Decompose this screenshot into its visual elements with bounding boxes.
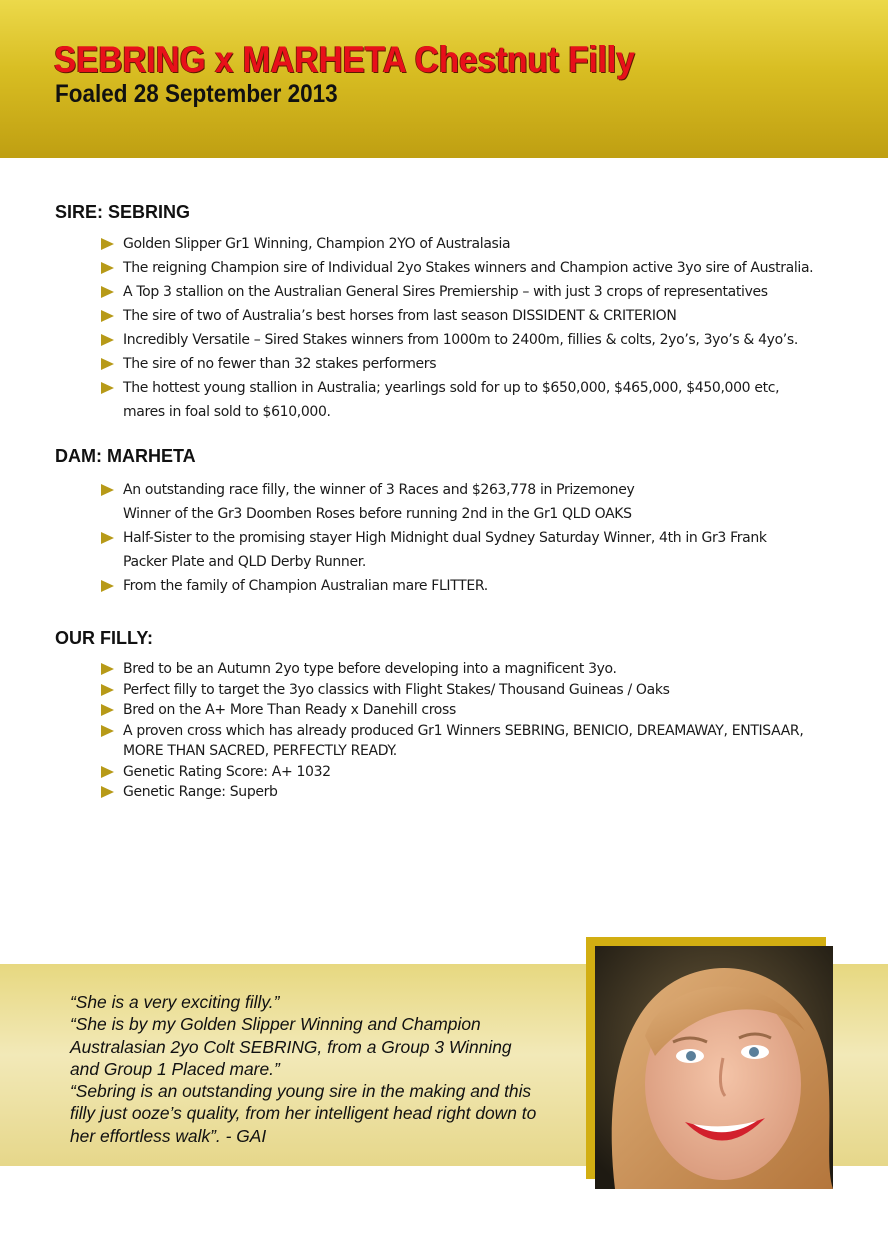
- filly-list: [55, 659, 855, 803]
- sire-list: [55, 232, 855, 424]
- filly-heading: OUR FILLY:: [55, 628, 153, 648]
- dam-list: [55, 478, 855, 598]
- arrow-bullet-icon: [101, 766, 114, 778]
- page-title: SEBRING x MARHETA Chestnut Filly: [54, 39, 635, 80]
- trainer-quote: “She is a very exciting filly.” “She is by my Golden Slipper Winning and Champion Australasian 2yo Colt SEBRING, from a Group 3 Winning and Group 1 Placed mare.” “Sebring is an outstanding young sire in the making and this filly just ooze’s quality, from her intelligent head right down to her effortless walk”. - GAI: [70, 992, 537, 1146]
- arrow-bullet-icon: [101, 725, 114, 737]
- sire-section: [55, 201, 855, 424]
- list-item: A proven cross which has already produced Gr1 Winners SEBRING, BENICIO, DREAMAWAY, ENTISAAR, MORE THAN SACRED, PERFECTLY READY.: [55, 721, 855, 762]
- arrow-bullet-icon: [101, 484, 114, 496]
- list-item: Perfect filly to target the 3yo classics with Flight Stakes/ Thousand Guineas / Oaks: [55, 680, 855, 701]
- sire-heading: SIRE: SEBRING: [55, 202, 191, 222]
- arrow-bullet-icon: [101, 262, 114, 274]
- list-item: Bred to be an Autumn 2yo type before developing into a magnificent 3yo.: [55, 659, 855, 680]
- list-item: The sire of no fewer than 32 stakes performers: [55, 352, 855, 376]
- arrow-bullet-icon: [101, 286, 114, 298]
- arrow-bullet-icon: [101, 382, 114, 394]
- list-item: An outstanding race filly, the winner of 3 Races and $263,778 in Prizemoney Winner of the Gr3 Doomben Roses before running 2nd in the Gr1 QLD OAKS: [55, 478, 855, 526]
- list-item: Half-Sister to the promising stayer High Midnight dual Sydney Saturday Winner, 4th in Gr3 Frank Packer Plate and QLD Derby Runner.: [55, 526, 855, 574]
- dam-heading: DAM: MARHETA: [55, 446, 196, 466]
- list-item: A Top 3 stallion on the Australian General Sires Premiership – with just 3 crops of representatives: [55, 280, 855, 304]
- dam-section: [55, 445, 855, 598]
- list-item: The hottest young stallion in Australia; yearlings sold for up to $650,000, $465,000, $450,000 etc, mares in foal sold to $610,000.: [55, 376, 855, 424]
- list-item: Genetic Rating Score: A+ 1032: [55, 762, 855, 783]
- list-item: Bred on the A+ More Than Ready x Danehill cross: [55, 700, 855, 721]
- list-item: The reigning Champion sire of Individual 2yo Stakes winners and Champion active 3yo sire of Australia.: [55, 256, 855, 280]
- arrow-bullet-icon: [101, 358, 114, 370]
- trainer-portrait: [595, 946, 833, 1189]
- list-item: Incredibly Versatile – Sired Stakes winners from 1000m to 2400m, fillies & colts, 2yo’s, 3yo’s & 4yo’s.: [55, 328, 855, 352]
- arrow-bullet-icon: [101, 334, 114, 346]
- arrow-bullet-icon: [101, 663, 114, 675]
- arrow-bullet-icon: [101, 310, 114, 322]
- filly-section: [55, 627, 855, 803]
- arrow-bullet-icon: [101, 238, 114, 250]
- list-item: Genetic Range: Superb: [55, 782, 855, 803]
- portrait-illustration: [595, 946, 833, 1189]
- list-item: From the family of Champion Australian mare FLITTER.: [55, 574, 855, 598]
- arrow-bullet-icon: [101, 704, 114, 716]
- list-item: The sire of two of Australia’s best horses from last season DISSIDENT & CRITERION: [55, 304, 855, 328]
- page-subtitle: Foaled 28 September 2013: [55, 80, 338, 108]
- list-item: Golden Slipper Gr1 Winning, Champion 2YO of Australasia: [55, 232, 855, 256]
- arrow-bullet-icon: [101, 684, 114, 696]
- arrow-bullet-icon: [101, 786, 114, 798]
- arrow-bullet-icon: [101, 532, 114, 544]
- arrow-bullet-icon: [101, 580, 114, 592]
